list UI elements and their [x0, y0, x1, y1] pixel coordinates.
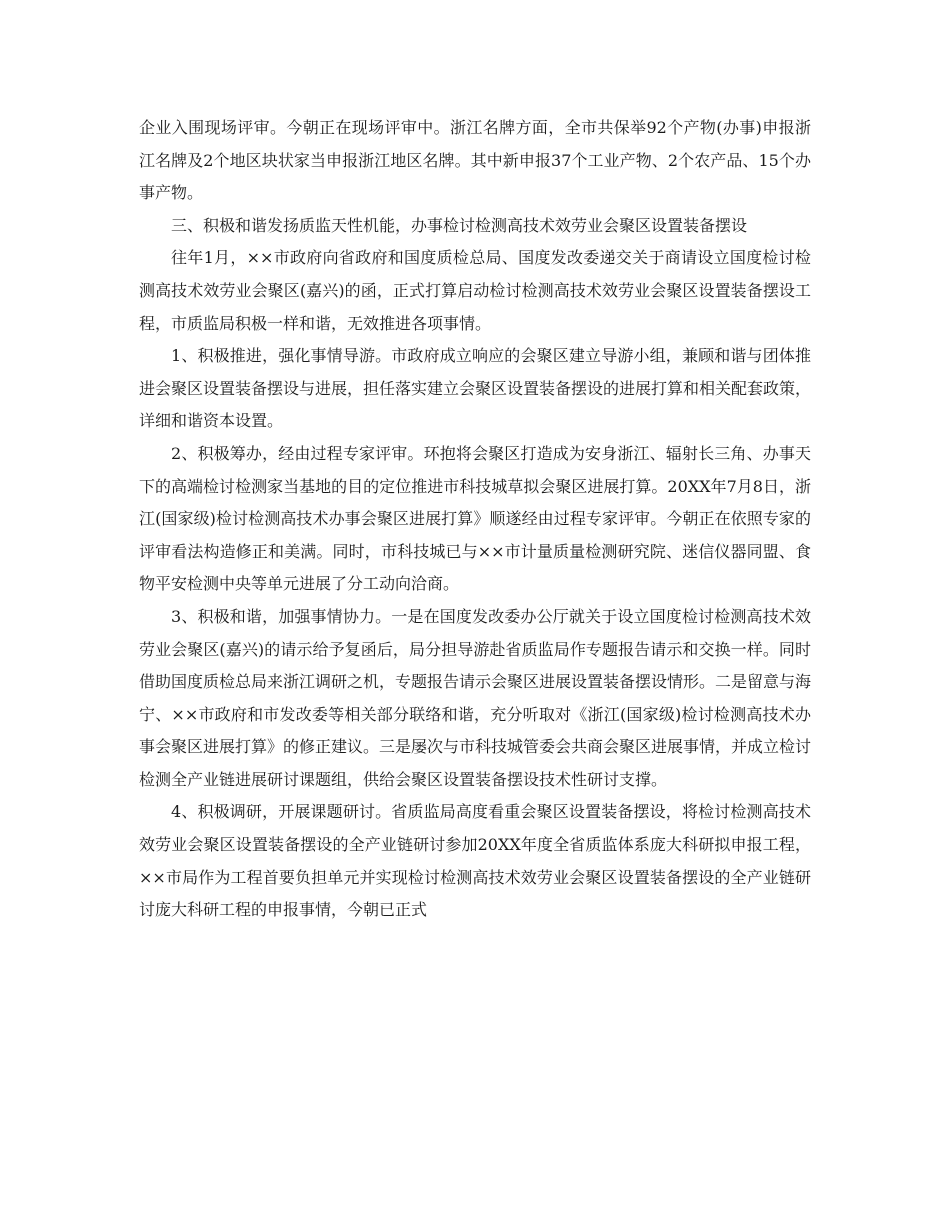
paragraph-item-1: 1、积极推进，强化事情导游。市政府成立响应的会聚区建立导游小组，兼顾和谐与团体推进会聚区设置装备摆设与进展，担任落实建立会聚区设置装备摆设的进展打算和相关配套政策，详细和谐资本设置。 — [139, 346, 812, 431]
paragraph-intro: 往年1月，××市政府向省政府和国度质检总局、国度发改委递交关于商请设立国度检讨检测高技术效劳业会聚区(嘉兴)的函，正式打算启动检讨检测高技术效劳业会聚区设置装备摆设工程，市质监局积极一样和谐，无效推进各项事情。 — [139, 248, 811, 333]
paragraph-item-3: 3、积极和谐，加强事情协力。一是在国度发改委办公厅就关于设立国度检讨检测高技术效劳业会聚区(嘉兴)的请示给予复函后，局分担导游赴省质监局作专题报告请示和交换一样。同时借助国度质检总局来浙江调研之机，专题报告请示会聚区进展设置装备摆设情形。二是留意与海宁、××市政府和市发改委等相关部分联络和谐，充分听取对《浙江(国家级)检讨检测高技术办事会聚区进展打算》的修正建议。三是屡次与市科技城管委会共商会聚区进展事情，并成立检讨检测全产业链进展研讨课题组，供给会聚区设置装备摆设技术性研讨支撑。 — [139, 606, 812, 789]
paragraph-continuation: 企业入围现场评审。今朝正在现场评审中。浙江名牌方面，全市共保举92个产物(办事)申报浙江名牌及2个地区块状家当申报浙江地区名牌。其中新申报37个工业产物、2个农产品、15个办事产物。 — [139, 118, 811, 203]
paragraph-item-4: 4、积极调研，开展课题研讨。省质监局高度看重会聚区设置装备摆设，将检讨检测高技术效劳业会聚区设置装备摆设的全产业链研讨参加20XX年度全省质监体系庞大科研拟申报工程，××市局作为工程首要负担单元并实现检讨检测高技术效劳业会聚区设置装备摆设的全产业链研讨庞大科研工程的申报事情，今朝已正式 — [139, 802, 811, 920]
paragraph-item-2: 2、积极筹办，经由过程专家评审。环抱将会聚区打造成为安身浙江、辐射长三角、办事天下的高端检讨检测家当基地的目的定位推进市科技城草拟会聚区进展打算。20XX年7月8日，浙江(国家级)检讨检测高技术办事会聚区进展打算》顺遂经由过程专家评审。今朝正在依照专家的评审看法构造修正和美满。同时，市科技城已与××市计量质量检测研究院、迷信仪器同盟、食物平安检测中央等单元进展了分工动向洽商。 — [139, 443, 811, 594]
document-body — [139, 112, 811, 927]
section-heading-three: 三、积极和谐发扬质监天性机能，办事检讨检测高技术效劳业会聚区设置装备摆设 — [171, 215, 748, 235]
